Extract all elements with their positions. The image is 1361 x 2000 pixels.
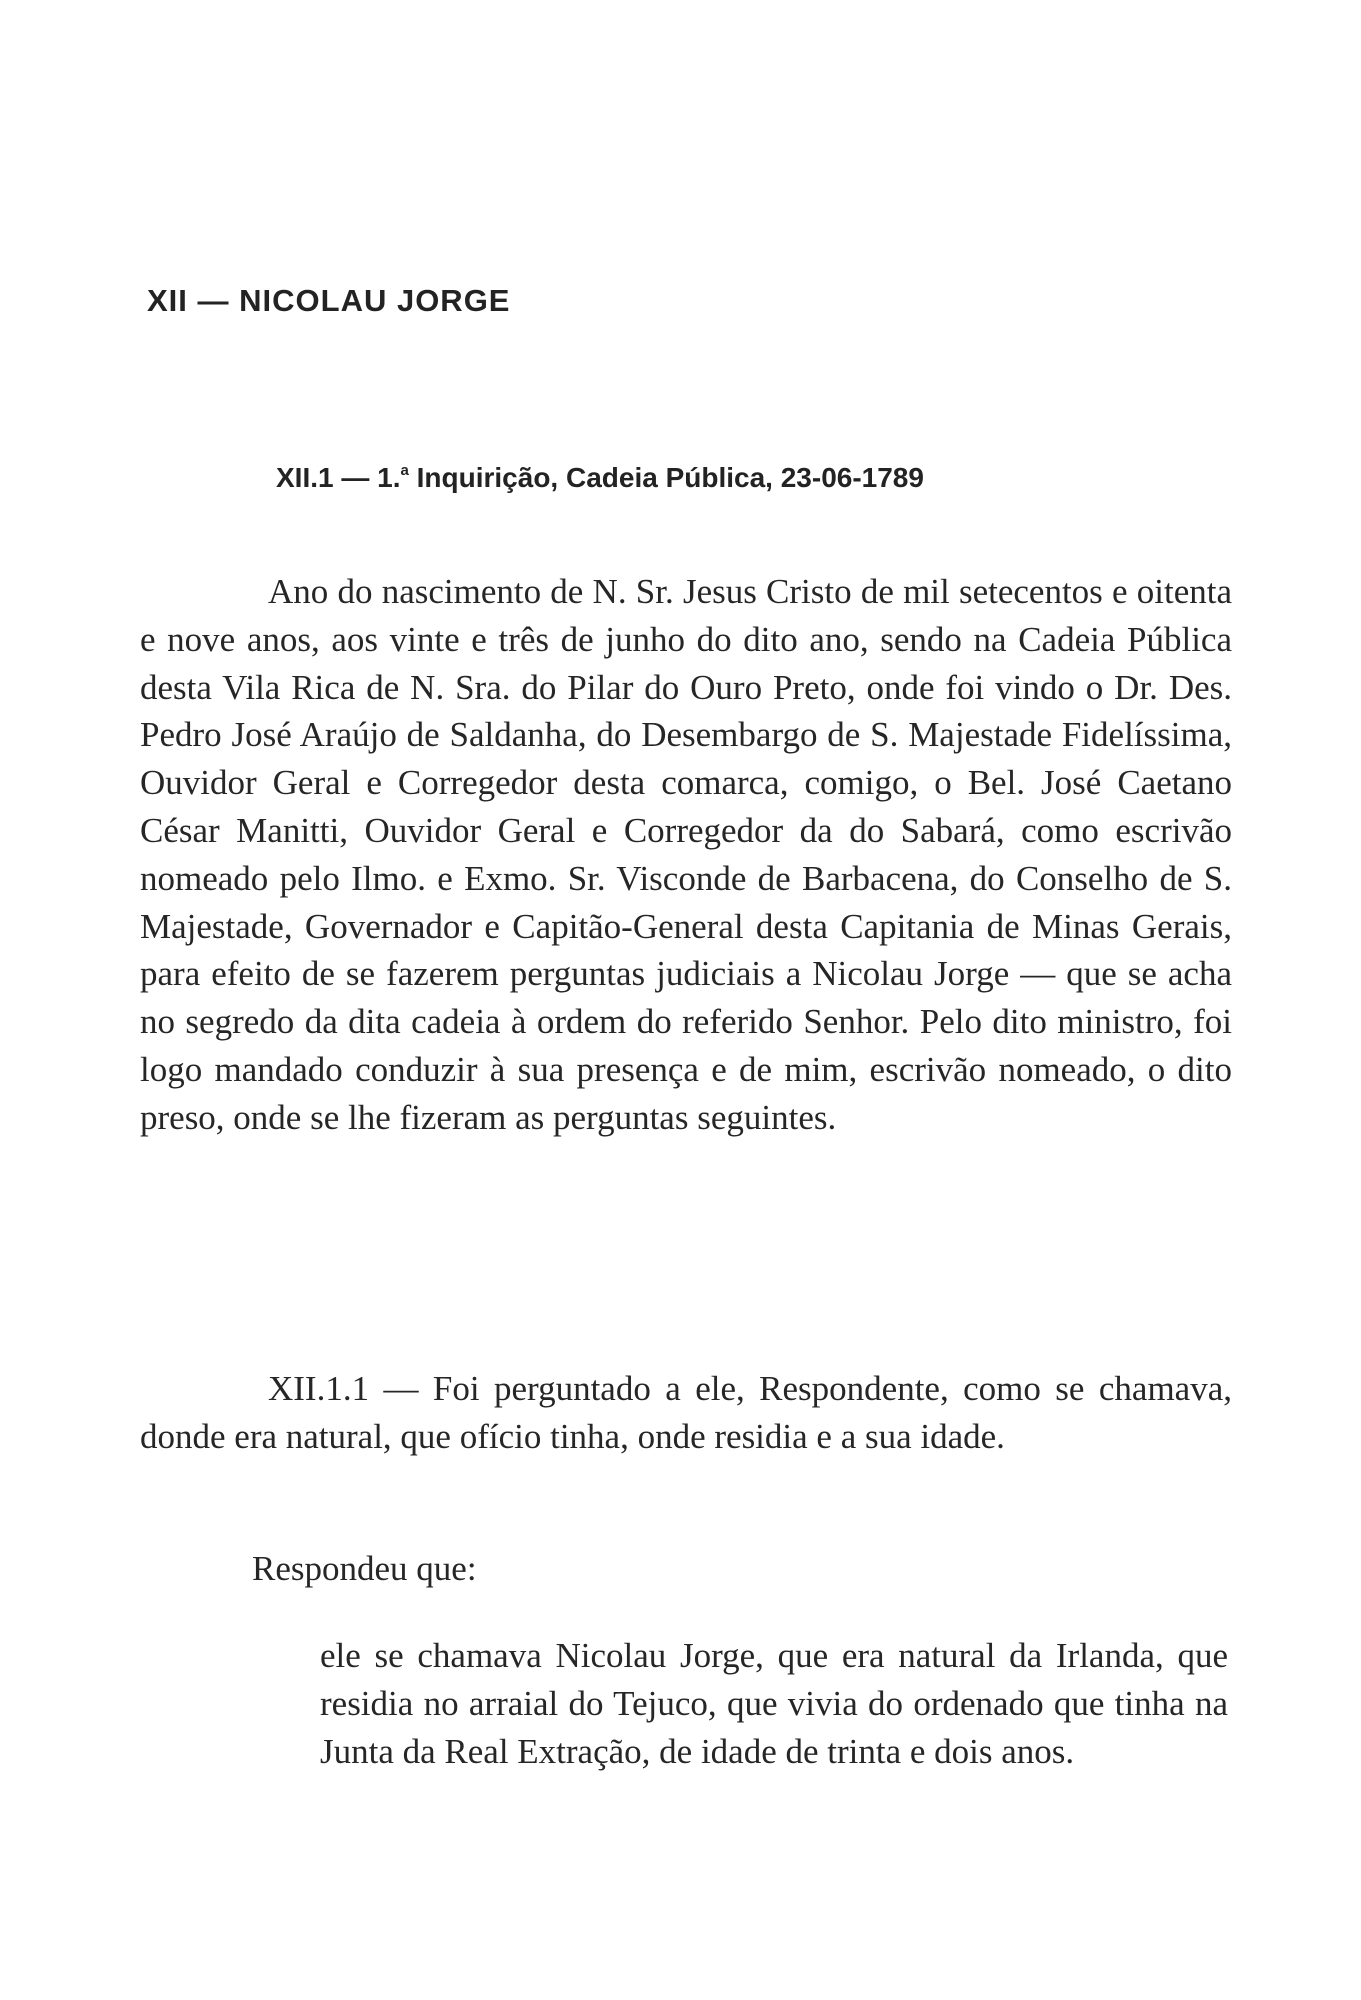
- section-title-text: Inquirição, Cadeia Pública, 23-06-1789: [408, 462, 924, 493]
- section-number: XII.1 — 1.: [276, 462, 401, 493]
- answer-paragraph: ele se chamava Nicolau Jorge, que era natural da Irlanda, que residia no arraial do Tejuco, que vivia do ordenado que tinha na Junta da Real Extração, de idade de trinta e dois anos.: [320, 1636, 1228, 1771]
- chapter-title: XII — NICOLAU JORGE: [147, 283, 511, 318]
- ordinal-suffix: a: [400, 462, 409, 479]
- intro-paragraph: Ano do nascimento de N. Sr. Jesus Cristo de mil setecentos e oitenta e nove anos, aos vinte e três de junho do dito ano, sendo na Cadeia Pública desta Vila Rica de N. Sra. do Pilar do Ouro Preto, onde foi vindo o Dr. Des. Pedro José Araújo de Saldanha, do Desembargo de S. Majestade Fidelíssima, Ouvidor Geral e Corregedor desta comarca, comigo, o Bel. José Caetano César Manitti, Ouvidor Geral e Corregedor da do Sabará, como escrivão nomeado pelo Ilmo. e Exmo. Sr. Visconde de Barbacena, do Conselho de S. Majestade, Governador e Capitão-General desta Capitania de Minas Gerais, para efeito de se fazerem perguntas judiciais a Nicolau Jorge — que se acha no segredo da dita cadeia à ordem do referido Senhor. Pelo dito ministro, foi logo mandado conduzir à sua presença e de mim, escrivão nomeado, o dito preso, onde se lhe fizeram as perguntas seguintes.: [140, 572, 1232, 1137]
- answer-label: Respondeu que:: [252, 1549, 477, 1588]
- question-paragraph: XII.1.1 — Foi perguntado a ele, Respondente, como se chamava, donde era natural, que ofício tinha, onde residia e a sua idade.: [140, 1369, 1232, 1456]
- section-title: [276, 462, 924, 494]
